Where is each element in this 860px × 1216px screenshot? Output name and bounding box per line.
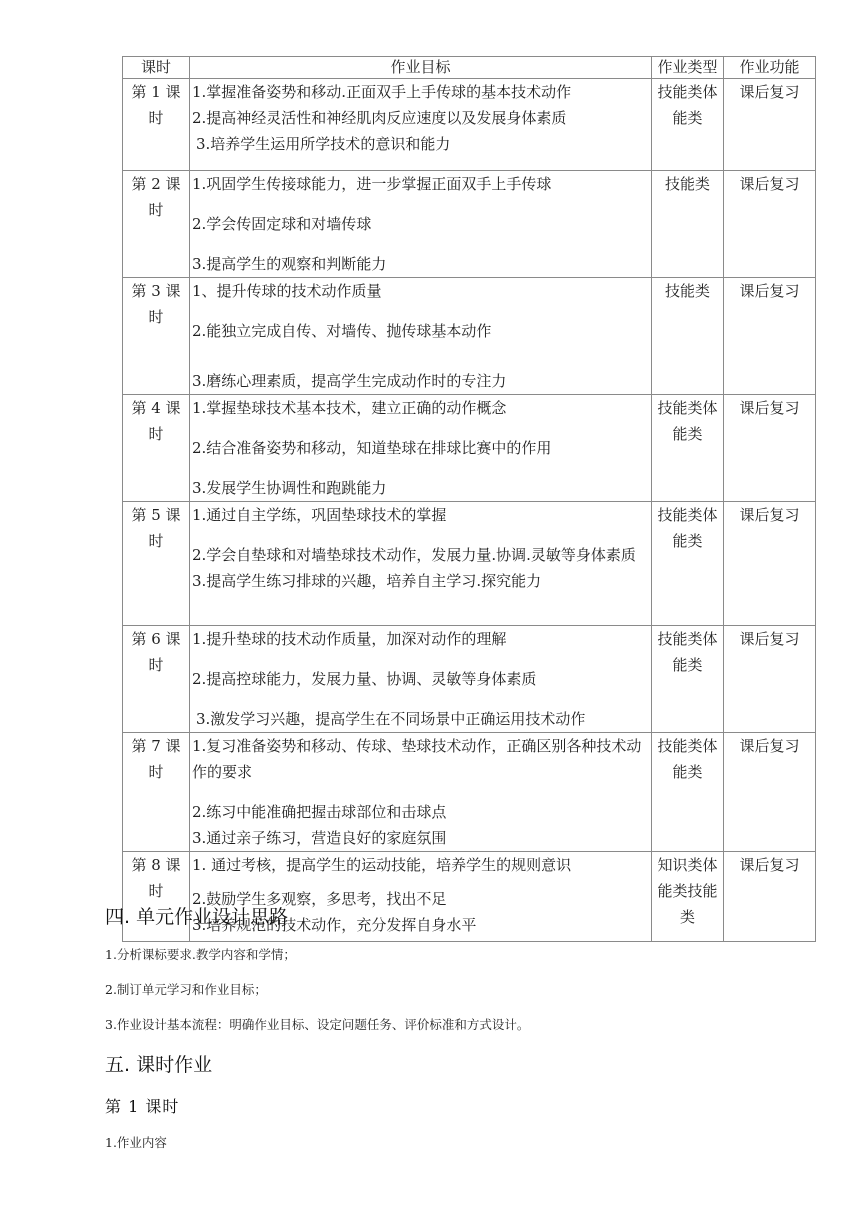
cell-goals — [190, 278, 652, 395]
cell-hour: 第 8 课时 — [123, 852, 190, 942]
section-4-item-3: 3.作业设计基本流程：明确作业目标、设定问题任务、评价标准和方式设计。 — [105, 1017, 530, 1032]
table-row — [123, 278, 816, 395]
cell-type: 技能类 — [652, 278, 724, 395]
cell-goals — [190, 626, 652, 733]
table-row — [123, 733, 816, 852]
cell-function: 课后复习 — [724, 852, 816, 942]
goal-item: 1.掌握准备姿势和移动.正面双手上手传球的基本技术动作 — [192, 83, 572, 101]
goal-item: 3.提高学生练习排球的兴趣，培养自主学习.探究能力 — [192, 572, 542, 590]
goal-item: 1.巩固学生传接球能力，进一步掌握正面双手上手传球 — [192, 175, 552, 193]
cell-goals — [190, 395, 652, 502]
cell-function: 课后复习 — [724, 395, 816, 502]
goal-item: 1. 通过考核，提高学生的运动技能，培养学生的规则意识 — [192, 856, 572, 874]
goal-item: 3.通过亲子练习，营造良好的家庭氛围 — [192, 829, 447, 847]
content-label: 1.作业内容 — [105, 1135, 167, 1150]
cell-hour: 第 4 课时 — [123, 395, 190, 502]
section-5-title: 五. 课时作业 — [105, 1054, 213, 1076]
table-row — [123, 502, 816, 626]
cell-function: 课后复习 — [724, 171, 816, 278]
cell-function: 课后复习 — [724, 278, 816, 395]
section-4-item-1: 1.分析课标要求.教学内容和学情； — [105, 947, 296, 962]
cell-goals — [190, 79, 652, 171]
cell-type: 技能类体能类 — [652, 79, 724, 171]
cell-goals — [190, 171, 652, 278]
section-4-title: 四. 单元作业设计思路 — [105, 906, 289, 928]
cell-goals — [190, 502, 652, 626]
goal-item: 3.发展学生协调性和跑跳能力 — [192, 479, 387, 497]
cell-type: 技能类体能类 — [652, 395, 724, 502]
header-goal: 作业目标 — [190, 57, 652, 79]
cell-type: 技能类体能类 — [652, 733, 724, 852]
goal-item: 1、提升传球的技术动作质量 — [192, 282, 382, 300]
goal-item: 2.练习中能准确把握击球部位和击球点 — [192, 803, 447, 821]
goal-item: 2.提高神经灵活性和神经肌肉反应速度以及发展身体素质 — [192, 109, 567, 127]
cell-hour: 第 3 课时 — [123, 278, 190, 395]
section-4-item-2: 2.制订单元学习和作业目标； — [105, 982, 267, 997]
cell-goals — [190, 733, 652, 852]
table-row — [123, 395, 816, 502]
table-row — [123, 626, 816, 733]
cell-hour: 第 1 课时 — [123, 79, 190, 171]
cell-type: 技能类 — [652, 171, 724, 278]
cell-hour: 第 5 课时 — [123, 502, 190, 626]
cell-type: 知识类体能类技能类 — [652, 852, 724, 942]
goal-item: 3.磨练心理素质，提高学生完成动作时的专注力 — [192, 372, 507, 390]
goal-item: 3.培养规范的技术动作，充分发挥自身水平 — [192, 916, 477, 934]
goal-item: 2.鼓励学生多观察，多思考，找出不足 — [192, 890, 447, 908]
cell-hour: 第 2 课时 — [123, 171, 190, 278]
goal-item: 2.提高控球能力，发展力量、协调、灵敏等身体素质 — [192, 670, 537, 688]
lesson-heading: 第 1 课时 — [105, 1097, 180, 1116]
cell-function: 课后复习 — [724, 626, 816, 733]
header-hour: 课时 — [123, 57, 190, 79]
goal-item: 2.学会传固定球和对墙传球 — [192, 215, 372, 233]
cell-function: 课后复习 — [724, 79, 816, 171]
goal-item: 2.学会自垫球和对墙垫球技术动作，发展力量.协调.灵敏等身体素质 — [192, 546, 636, 564]
goal-item: 1.通过自主学练，巩固垫球技术的掌握 — [192, 506, 447, 524]
goal-item: 2.结合准备姿势和移动，知道垫球在排球比赛中的作用 — [192, 439, 552, 457]
goal-item: 1.提升垫球的技术动作质量，加深对动作的理解 — [192, 630, 507, 648]
cell-function: 课后复习 — [724, 502, 816, 626]
goal-item: 3.培养学生运用所学技术的意识和能力 — [196, 135, 451, 153]
cell-function: 课后复习 — [724, 733, 816, 852]
table-row — [123, 79, 816, 171]
goal-item: 1.复习准备姿势和移动、传球、垫球技术动作，正确区别各种技术动作的要求 — [192, 737, 642, 781]
header-function: 作业功能 — [724, 57, 816, 79]
table-header-row — [123, 57, 816, 79]
goal-item: 1.掌握垫球技术基本技术，建立正确的动作概念 — [192, 399, 507, 417]
goal-item: 2.能独立完成自传、对墙传、抛传球基本动作 — [192, 322, 492, 340]
table-row — [123, 171, 816, 278]
cell-type: 技能类体能类 — [652, 626, 724, 733]
cell-hour: 第 6 课时 — [123, 626, 190, 733]
header-type: 作业类型 — [652, 57, 724, 79]
homework-goals-table — [122, 56, 816, 942]
goal-item: 3.提高学生的观察和判断能力 — [192, 255, 387, 273]
cell-hour: 第 7 课时 — [123, 733, 190, 852]
goal-item: 3.激发学习兴趣，提高学生在不同场景中正确运用技术动作 — [196, 710, 586, 728]
cell-type: 技能类体能类 — [652, 502, 724, 626]
